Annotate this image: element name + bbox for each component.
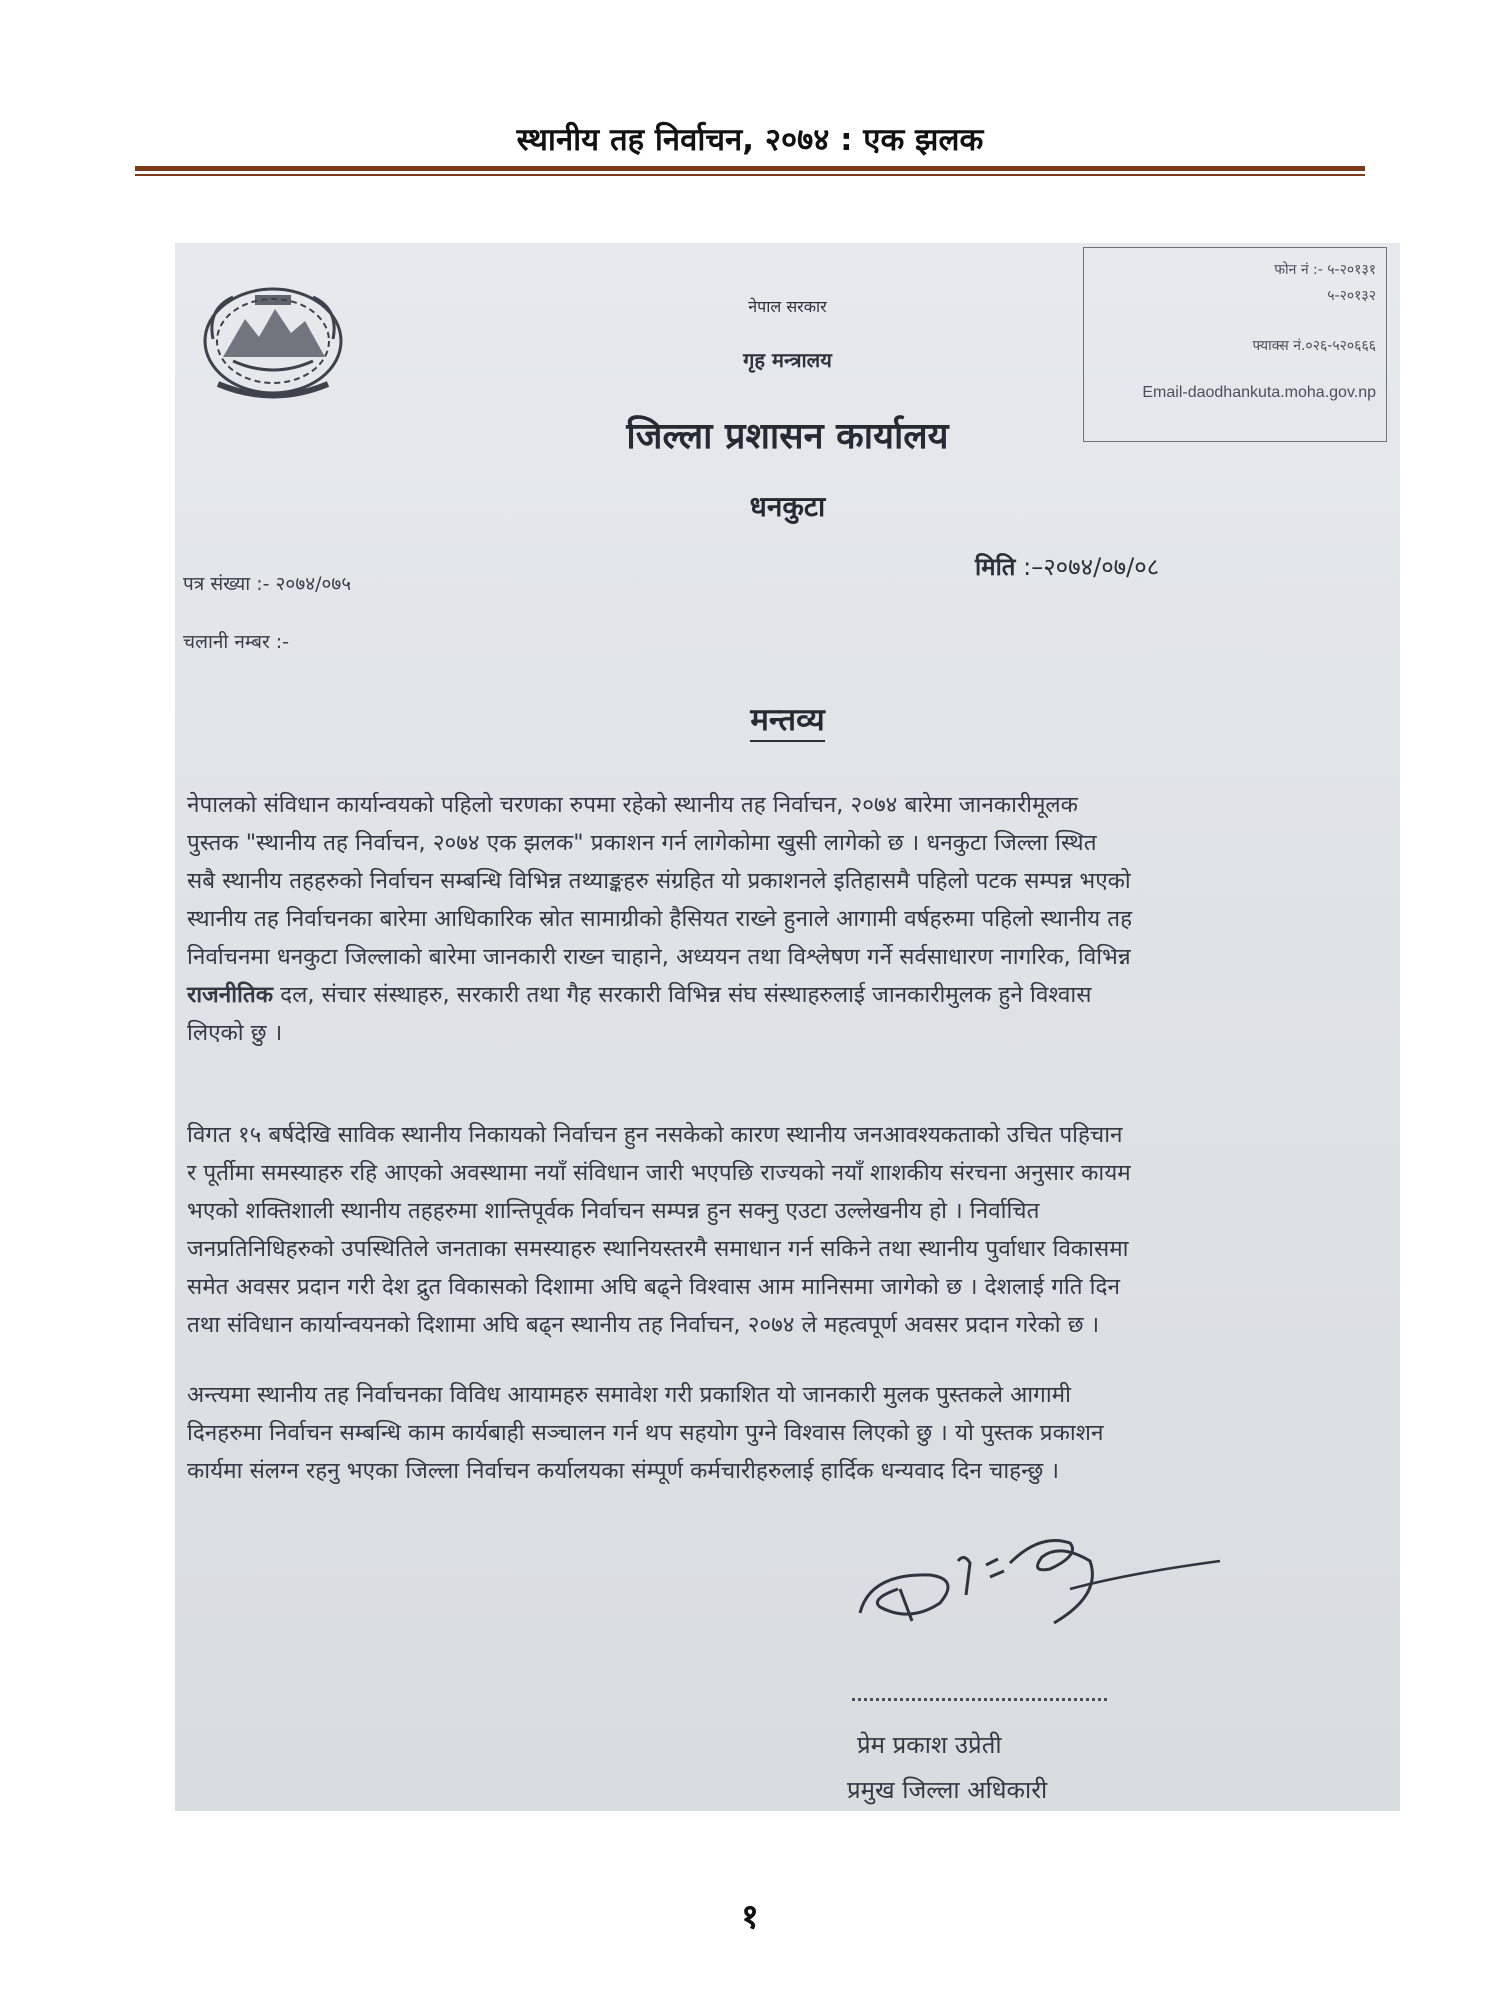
paragraph-line: जनप्रतिनिधिहरुको उपस्थितिले जनताका समस्याहरु स्थानियस्तरमै समाधान गर्न सकिने तथा स्थानीय पुर्वाधार विकासमा	[187, 1236, 1129, 1262]
office-name: जिल्ला प्रशासन कार्यालय	[626, 416, 949, 457]
signature-line	[852, 1698, 1107, 1701]
paragraph-line: निर्वाचनमा धनकुटा जिल्लाको बारेमा जानकारी राख्न चाहाने, अध्ययन तथा विश्लेषण गर्ने सर्वसाधारण नागरिक, विभिन्न	[187, 944, 1131, 970]
paragraph-line: नेपालको संविधान कार्यान्वयको पहिलो चरणका रुपमा रहेको स्थानीय तह निर्वाचन, २०७४ बारेमा जानकारीमूलक	[187, 792, 1078, 818]
government-name: नेपाल सरकार	[748, 297, 827, 316]
bold-word: राजनीतिक	[187, 982, 273, 1008]
letter-photo	[175, 243, 1400, 1811]
paragraph-line: अन्त्यमा स्थानीय तह निर्वाचनका विविध आयामहरु समावेश गरी प्रकाशित यो जानकारी मुलक पुस्तकले आगामी	[187, 1382, 1071, 1408]
signatory-name: प्रेम प्रकाश उप्रेती	[857, 1731, 1002, 1759]
letter-date	[975, 550, 1159, 583]
phone-number: फोन नं :- ५-२०१३१	[1274, 262, 1376, 278]
header-rule-thin	[135, 174, 1365, 176]
signatory-title: प्रमुख जिल्ला अधिकारी	[847, 1776, 1048, 1804]
district-name: धनकुटा	[749, 490, 826, 523]
email-address: Email-daodhankuta.moha.gov.np	[1142, 384, 1376, 401]
paragraph-line: पुस्तक "स्थानीय तह निर्वाचन, २०७४ एक झलक" प्रकाशन गर्न लागेकोमा खुसी लागेको छ । धनकुटा जिल्ला स्थित	[187, 830, 1097, 856]
dispatch-number: चलानी नम्बर :-	[183, 631, 290, 653]
paragraph-line: विगत १५ बर्षदेखि साविक स्थानीय निकायको निर्वाचन हुन नसकेको कारण स्थानीय जनआवश्यकताको उचित पहिचान	[187, 1122, 1123, 1148]
subject-heading	[175, 698, 1400, 740]
letter-number: पत्र संख्या :- २०७४/०७५	[183, 573, 352, 595]
paragraph-line-with-bold	[187, 978, 1091, 1009]
paragraph-line: स्थानीय तह निर्वाचनका बारेमा आधिकारिक स्रोत सामाग्रीको हैसियत राख्ने हुनाले आगामी वर्षहरुमा पहिलो स्थानीय तह	[187, 906, 1133, 932]
page-header-title: स्थानीय तह निर्वाचन, २०७४ : एक झलक	[516, 122, 984, 158]
paragraph-line: कार्यमा संलग्न रहनु भएका जिल्ला निर्वाचन कर्यालयका संम्पूर्ण कर्मचारीहरुलाई हार्दिक धन्यवाद दिन चाहन्छु ।	[187, 1458, 1059, 1484]
paragraph-line: तथा संविधान कार्यान्वयनको दिशामा अघि बढ्न स्थानीय तह निर्वाचन, २०७४ ले महत्वपूर्ण अवसर प्रदान गरेको छ ।	[187, 1312, 1100, 1338]
paragraph-line: समेत अवसर प्रदान गरी देश द्रुत विकासको दिशामा अघि बढ्ने विश्वास आम मानिसमा जागेको छ । देशलाई गति दिन	[187, 1274, 1120, 1300]
paragraph-line: सबै स्थानीय तहहरुको निर्वाचन सम्बन्धि विभिन्न तथ्याङ्कहरु संग्रहित यो प्रकाशनले इतिहासमै पहिलो पटक सम्पन्न भएको	[187, 868, 1131, 894]
phone-number-2: ५-२०१३२	[1327, 288, 1376, 304]
date-label: मिति	[975, 553, 1016, 581]
ministry-name: गृह मन्त्रालय	[743, 348, 832, 372]
fax-number: फ्याक्स नं.०२६-५२०६६६	[1252, 338, 1376, 354]
page-number: १	[741, 1897, 759, 1937]
paragraph-line-rest: दल, संचार संस्थाहरु, सरकारी तथा गैह सरकारी विभिन्न संघ संस्थाहरुलाई जानकारीमुलक हुने विश्वास	[280, 982, 1092, 1008]
paragraph-line: र पूर्तीमा समस्याहरु रहि आएको अवस्थामा नयाँ संविधान जारी भएपछि राज्यको नयाँ शाशकीय संरचना अनुसार कायम	[187, 1160, 1131, 1186]
paragraph-line: भएको शक्तिशाली स्थानीय तहहरुमा शान्तिपूर्वक निर्वाचन सम्पन्न हुन सक्नु एउटा उल्लेखनीय हो । निर्वाचित	[187, 1198, 1040, 1224]
paragraph-line: लिएको छु ।	[187, 1020, 283, 1046]
paragraph-line: दिनहरुमा निर्वाचन सम्बन्धि काम कार्यबाही सञ्चालन गर्न थप सहयोग पुग्ने विश्वास लिएको छु । यो पुस्तक प्रकाशन	[187, 1420, 1104, 1446]
subject-text: मन्तव्य	[750, 702, 824, 742]
header-rule-thick	[135, 166, 1365, 171]
contact-box	[1083, 247, 1387, 442]
date-value: :–२०७४/०७/०८	[1023, 553, 1160, 581]
signature-icon	[840, 1503, 1240, 1663]
